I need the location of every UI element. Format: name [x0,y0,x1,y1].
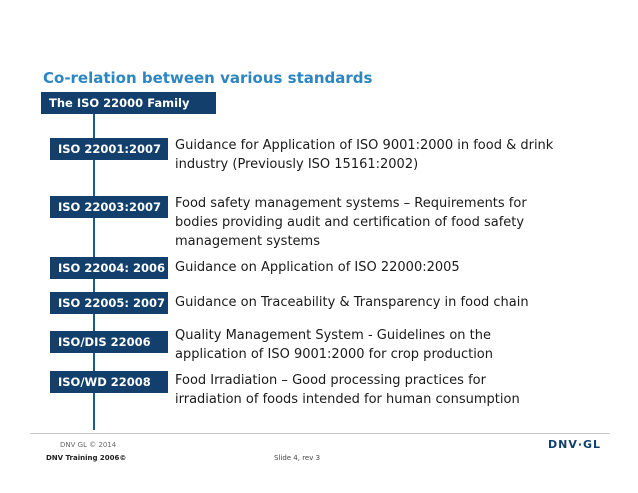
desc-line: Guidance on Application of ISO 22000:2005 [175,260,460,275]
footer-copyright: DNV GL © 2014 [60,441,117,449]
desc-line: industry (Previously ISO 15161:2002) [175,157,419,172]
standard-desc-22001 [175,136,553,174]
standard-code-22006: ISO/DIS 22006 [50,331,168,353]
standard-code-22008: ISO/WD 22008 [50,371,168,393]
desc-line: Food Irradiation – Good processing practices for [175,373,486,388]
standard-code-22001: ISO 22001:2007 [50,138,168,160]
desc-line: bodies providing audit and certification of food safety [175,215,525,230]
standard-code-22004: ISO 22004: 2006 [50,257,168,279]
family-header: The ISO 22000 Family [41,92,216,114]
desc-line: Guidance on Traceability & Transparency in food chain [175,295,529,310]
dnvgl-logo: DNV·GL [548,438,602,451]
footer-training: DNV Training 2006© [46,454,127,462]
standard-code-22003: ISO 22003:2007 [50,196,168,218]
desc-line: application of ISO 9001:2000 for crop production [175,347,493,362]
desc-line: Guidance for Application of ISO 9001:2000 in food & drink [175,138,554,153]
standard-desc-22003 [175,194,527,251]
desc-line: Food safety management systems – Requirements for [175,196,527,211]
standard-desc-22006 [175,326,493,364]
desc-line: Quality Management System - Guidelines on the [175,328,491,343]
desc-line: management systems [175,234,320,249]
standard-desc-22004 [175,258,460,277]
standard-code-22005: ISO 22005: 2007 [50,292,168,314]
desc-line: irradiation of foods intended for human consumption [175,392,520,407]
footer-divider [30,433,610,434]
page-title: Co-relation between various standards [43,69,373,87]
footer-slide-number: Slide 4, rev 3 [274,454,321,462]
standard-desc-22008 [175,371,520,409]
standard-desc-22005 [175,293,529,312]
